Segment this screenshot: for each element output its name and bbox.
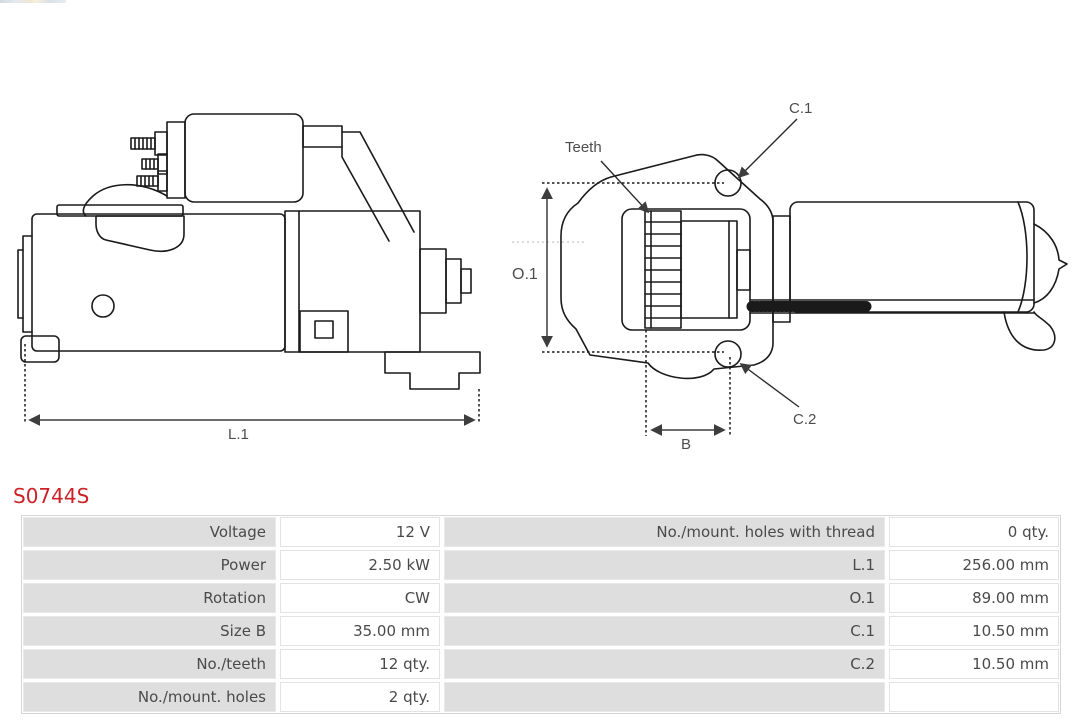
- leader-lines: [601, 119, 799, 407]
- spec-value-cell: 0 qty.: [889, 517, 1059, 547]
- spec-value-cell: 35.00 mm: [280, 616, 440, 646]
- spec-label-cell: Power: [23, 550, 276, 580]
- dimension-label-teeth: Teeth: [565, 139, 602, 156]
- spec-value-cell: 10.50 mm: [889, 649, 1059, 679]
- terminal-studs: [131, 132, 167, 191]
- dimension-l1: [25, 344, 479, 443]
- spec-table: [21, 515, 1061, 714]
- spec-label-cell: L.1: [444, 550, 885, 580]
- spec-value-cell: 256.00 mm: [889, 550, 1059, 580]
- spec-value-cell: 89.00 mm: [889, 583, 1059, 613]
- spec-label-cell: No./teeth: [23, 649, 276, 679]
- dimension-label-c2: C.2: [793, 411, 817, 428]
- spec-label-cell: No./mount. holes: [23, 682, 276, 712]
- dimension-label-b: B: [681, 436, 692, 453]
- spec-value-cell: 2.50 kW: [280, 550, 440, 580]
- solenoid-body: [185, 114, 303, 202]
- dimension-label-l1: L.1: [228, 426, 249, 443]
- mount-hole-c2: [715, 341, 741, 367]
- dimension-label-o1: O.1: [512, 266, 538, 283]
- dimension-b: [646, 330, 730, 453]
- starter-side-view: [18, 114, 480, 389]
- body-hole: [92, 295, 114, 317]
- spec-value-cell: 2 qty.: [280, 682, 440, 712]
- spec-value-cell: 12 qty.: [280, 649, 440, 679]
- spec-value-cell: [889, 682, 1059, 712]
- dimension-label-c1: C.1: [789, 100, 813, 117]
- spec-label-cell: Rotation: [23, 583, 276, 613]
- spec-label-cell: [444, 682, 885, 712]
- spec-value-cell: CW: [280, 583, 440, 613]
- spec-label-cell: C.2: [444, 649, 885, 679]
- spec-value-cell: 10.50 mm: [889, 616, 1059, 646]
- motor-body: [790, 202, 1034, 312]
- spec-value-cell: 12 V: [280, 517, 440, 547]
- spec-label-cell: Voltage: [23, 517, 276, 547]
- solenoid-cap: [167, 122, 185, 198]
- spec-label-cell: Size B: [23, 616, 276, 646]
- starter-front-view: [561, 155, 1067, 379]
- part-number: S0744S: [13, 484, 90, 508]
- spec-grid: [23, 517, 1059, 712]
- spec-label-cell: No./mount. holes with thread: [444, 517, 885, 547]
- spec-label-cell: O.1: [444, 583, 885, 613]
- spec-label-cell: C.1: [444, 616, 885, 646]
